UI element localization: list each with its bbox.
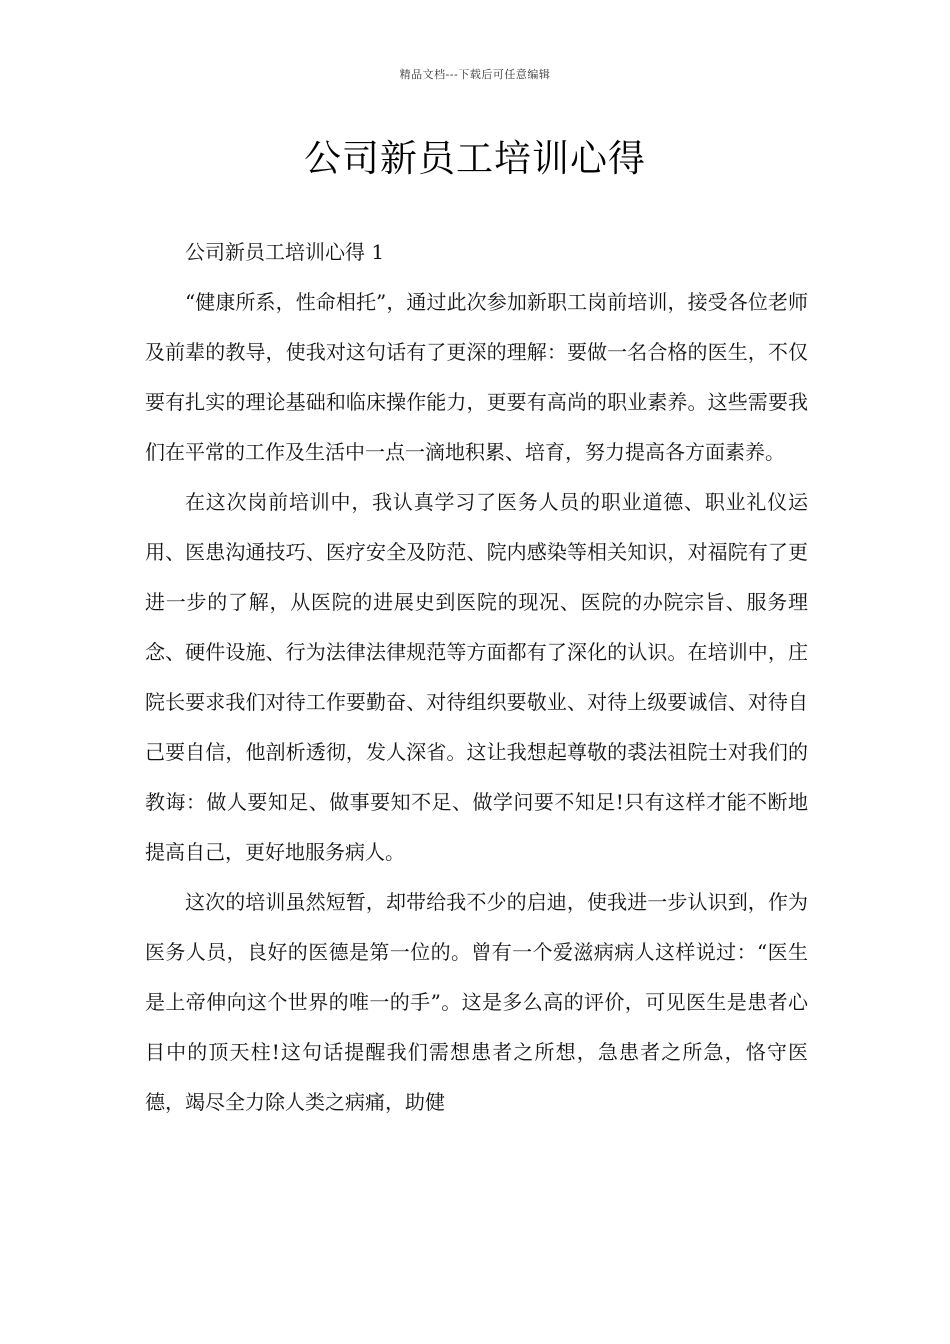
document-title: 公司新员工培训心得 (304, 137, 646, 180)
paragraph: “健康所系，性命相托”，通过此次参加新职工岗前培训，接受各位老师及前辈的教导，使我对这句话有了更深的理解：要做一名合格的医生，不仅要有扎实的理论基础和临床操作能力，更要有高尚的职业素养。这些需要我们在平常的工作及生活中一点一滴地积累、培育，努力提高各方面素养。 (145, 290, 808, 464)
section-subtitle: 公司新员工培训心得 1 (185, 240, 385, 264)
paragraph: 在这次岗前培训中，我认真学习了医务人员的职业道德、职业礼仪运用、医患沟通技巧、医疗安全及防范、院内感染等相关知识，对福院有了更进一步的了解，从医院的进展史到医院的现况、医院的办院宗旨、服务理念、硬件设施、行为法律法律规范等方面都有了深化的认识。在培训中，庄院长要求我们对待工作要勤奋、对待组织要敬业、对待上级要诚信、对待自己要自信，他剖析透彻，发人深省。这让我想起尊敬的裘法祖院士对我们的教诲：做人要知足、做事要知不足、做学问要不知足!只有这样才能不断地提高自己，更好地服务病人。 (145, 490, 808, 864)
paragraph: 这次的培训虽然短暂，却带给我不少的启迪，使我进一步认识到，作为医务人员，良好的医德是第一位的。曾有一个爱滋病病人这样说过：“医生是上帝伸向这个世界的唯一的手”。这是多么高的评价，可见医生是患者心目中的顶天柱!这句话提醒我们需想患者之所想，急患者之所急，恪守医德，竭尽全力除人类之病痛，助健 (145, 890, 808, 1114)
document-body (145, 227, 808, 1127)
header-note: 精品文档---下载后可任意编辑 (399, 68, 551, 81)
